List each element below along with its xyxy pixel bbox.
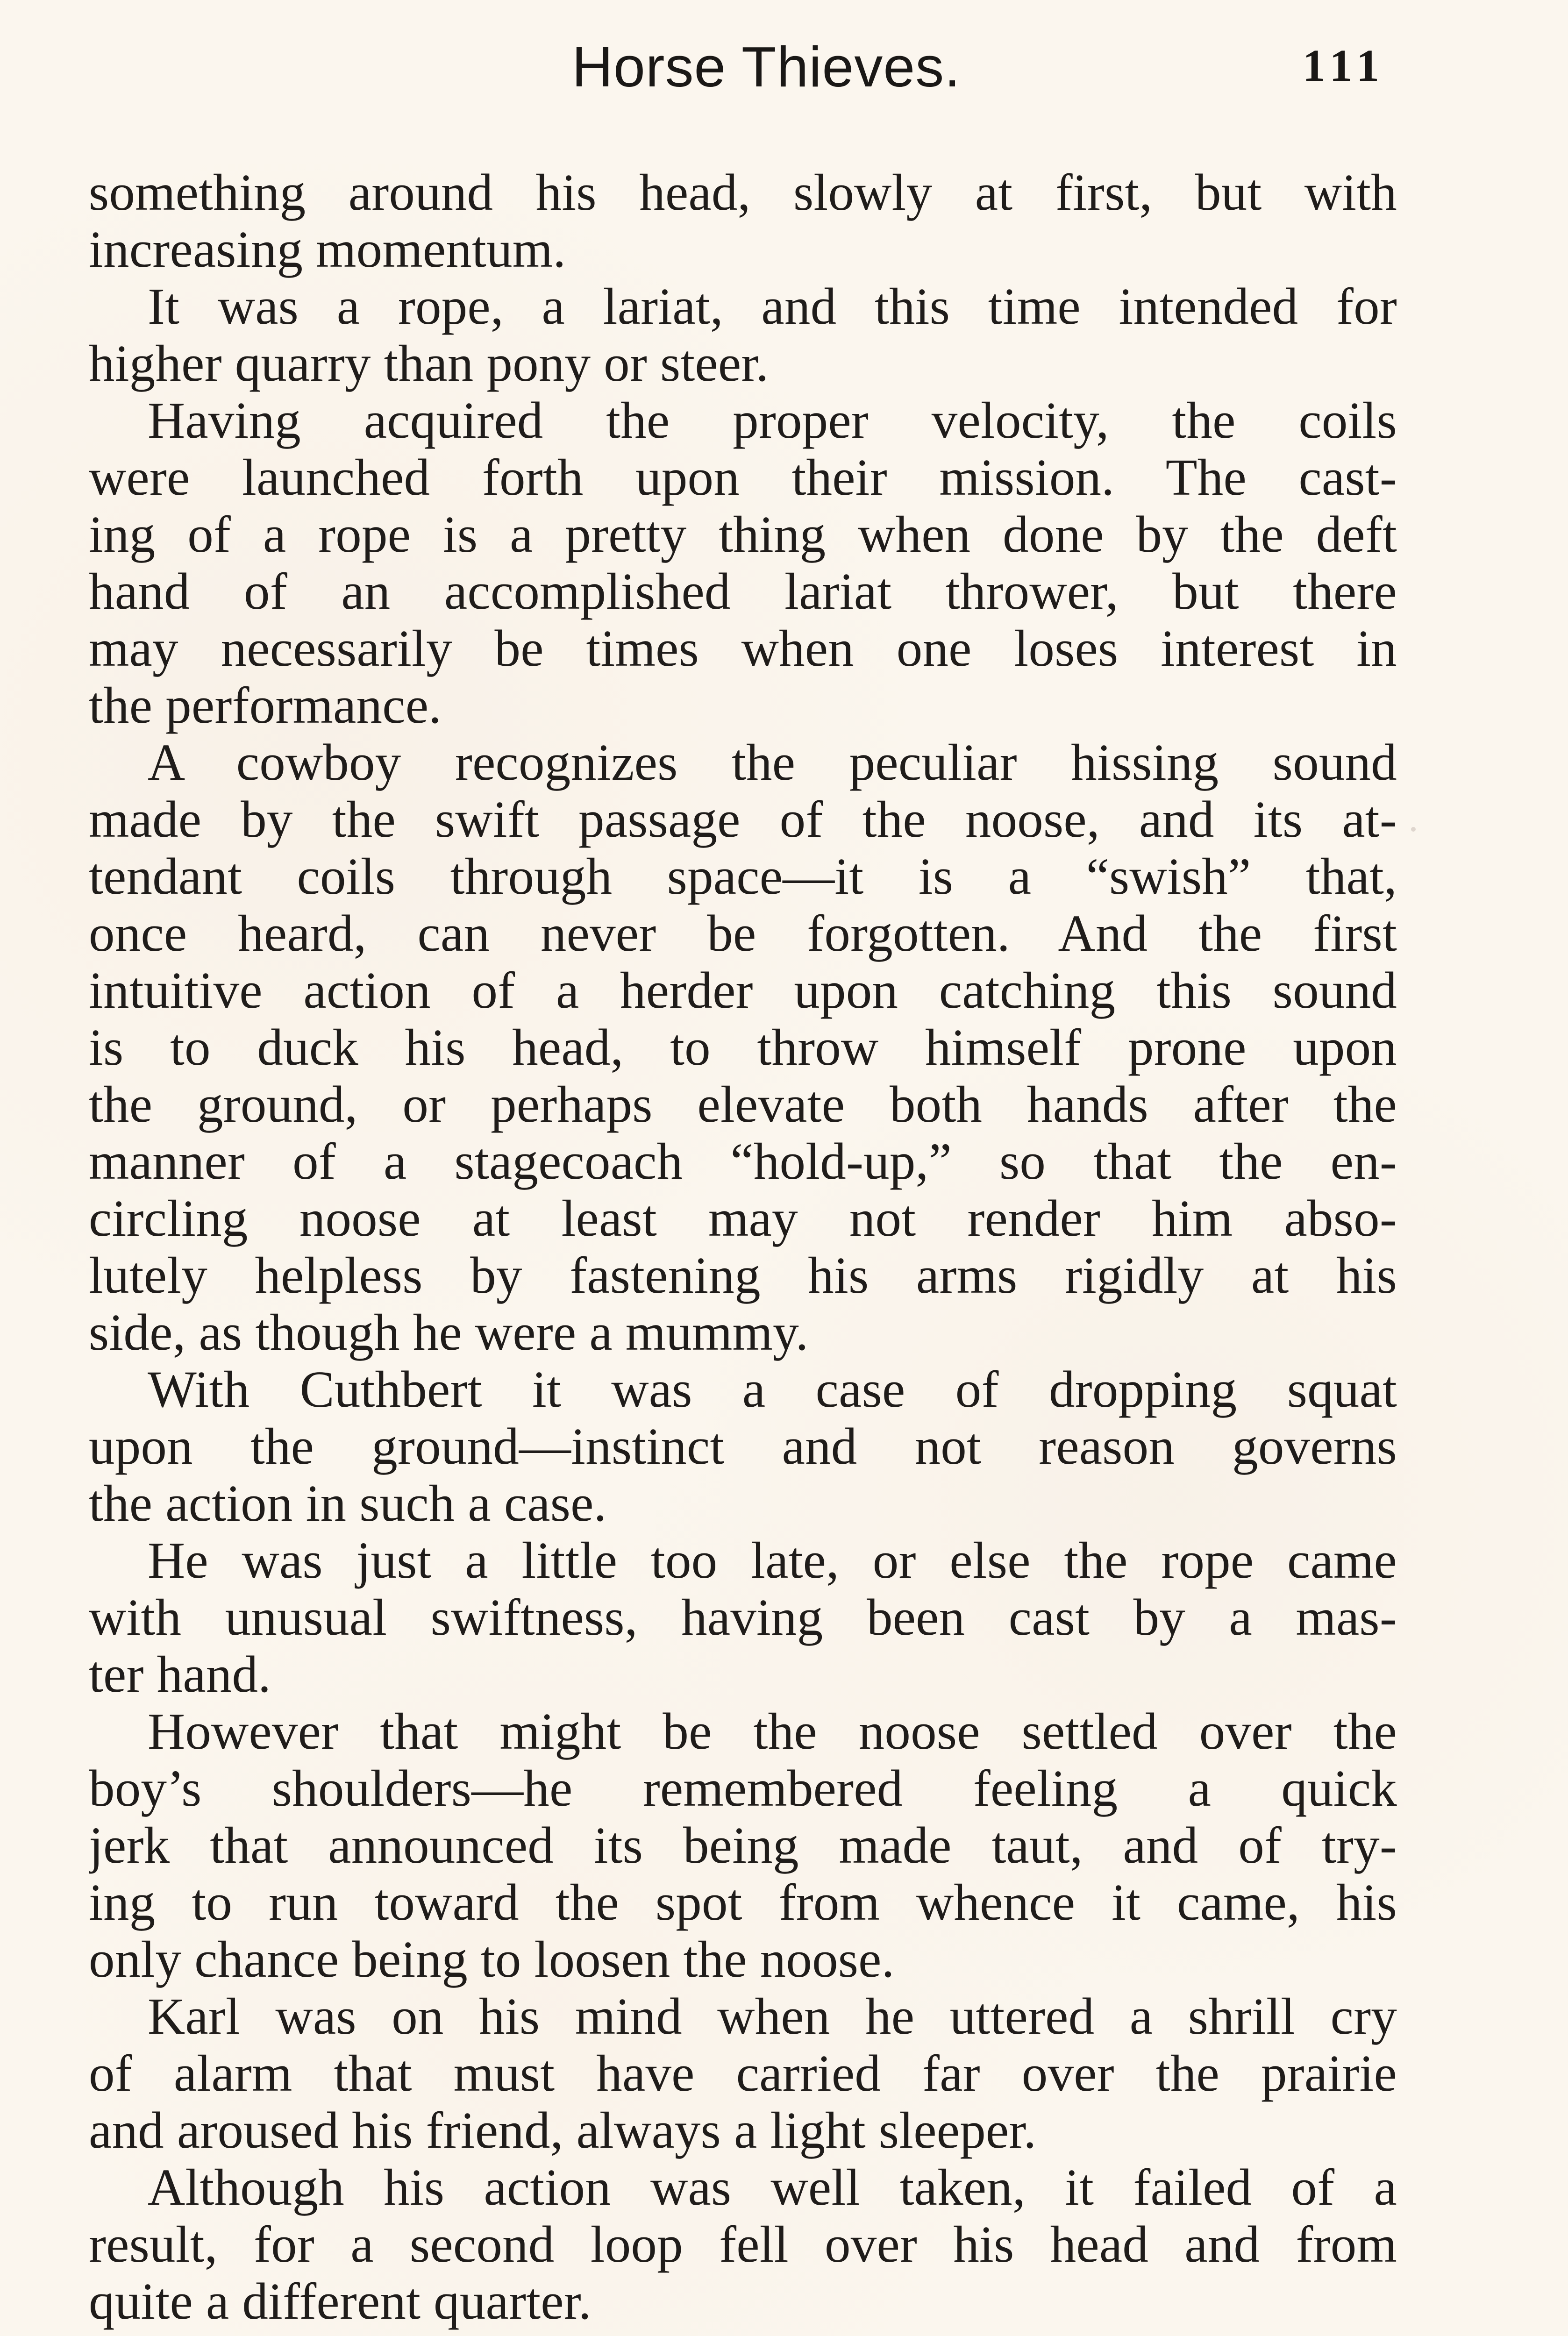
text-line: It was a rope, a lariat, and this time intended for — [148, 278, 1397, 335]
text-line: once heard, can never be forgotten. And the first — [89, 905, 1397, 962]
text-line: and aroused his friend, always a light sleeper. — [89, 2102, 1037, 2159]
text-line: the ground, or perhaps elevate both hands after the — [89, 1076, 1397, 1133]
body-text — [89, 164, 1397, 2330]
text-line: is to duck his head, to throw himself prone upon — [89, 1019, 1397, 1076]
text-line: higher quarry than pony or steer. — [89, 335, 769, 392]
text-line: increasing momentum. — [89, 221, 566, 278]
text-line: However that might be the noose settled over the — [148, 1703, 1397, 1760]
text-line: Although his action was well taken, it failed of a — [148, 2159, 1397, 2216]
text-line: side, as though he were a mummy. — [89, 1304, 809, 1361]
text-line: hand of an accomplished lariat thrower, but there — [89, 563, 1397, 620]
text-line: of alarm that must have carried far over the prairie — [89, 2045, 1397, 2102]
text-line: upon the ground—instinct and not reason governs — [89, 1418, 1397, 1475]
text-line: Having acquired the proper velocity, the coils — [148, 392, 1397, 449]
text-line: intuitive action of a herder upon catching this sound — [89, 962, 1397, 1019]
text-line: manner of a stagecoach “hold-up,” so that the en- — [89, 1133, 1397, 1190]
text-line: jerk that announced its being made taut, and of try- — [89, 1817, 1397, 1874]
text-line: result, for a second loop fell over his head and from — [89, 2216, 1397, 2273]
text-line: were launched forth upon their mission. The cast- — [89, 449, 1397, 506]
text-line: lutely helpless by fastening his arms rigidly at his — [89, 1247, 1397, 1304]
page-number: 111 — [1302, 41, 1386, 91]
text-line: quite a different quarter. — [89, 2273, 592, 2330]
text-line: ter hand. — [89, 1646, 271, 1703]
text-line: made by the swift passage of the noose, and its at- — [89, 791, 1397, 848]
text-line: the performance. — [89, 677, 442, 734]
text-line: the action in such a case. — [89, 1475, 607, 1532]
text-line: ing to run toward the spot from whence it came, his — [89, 1874, 1397, 1931]
text-line: only chance being to loosen the noose. — [89, 1931, 895, 1988]
running-head-title: Horse Thieves. — [571, 35, 961, 99]
text-line: He was just a little too late, or else the rope came — [148, 1532, 1397, 1589]
text-line: with unusual swiftness, having been cast by a mas- — [89, 1589, 1397, 1646]
text-line: A cowboy recognizes the peculiar hissing sound — [148, 734, 1397, 791]
text-line: boy’s shoulders—he remembered feeling a quick — [89, 1760, 1397, 1817]
text-line: Karl was on his mind when he uttered a shrill cry — [148, 1988, 1397, 2045]
text-line: ing of a rope is a pretty thing when done by the deft — [89, 506, 1397, 563]
paper-speck — [1411, 827, 1416, 832]
text-line: something around his head, slowly at first, but with — [89, 164, 1397, 221]
text-line: may necessarily be times when one loses interest in — [89, 620, 1397, 677]
text-line: With Cuthbert it was a case of dropping squat — [148, 1361, 1397, 1418]
text-line: circling noose at least may not render him abso- — [89, 1190, 1397, 1247]
text-line: tendant coils through space—it is a “swish” that, — [89, 848, 1397, 905]
